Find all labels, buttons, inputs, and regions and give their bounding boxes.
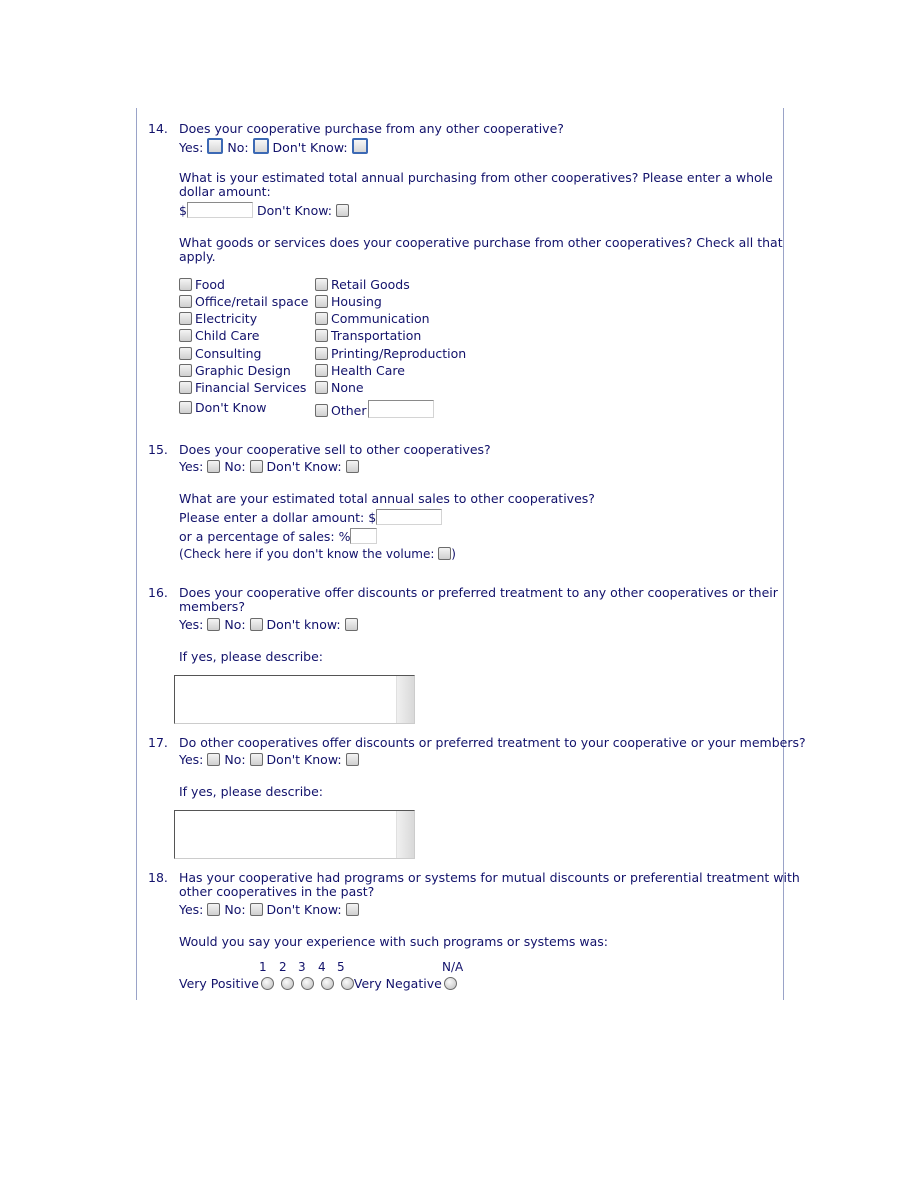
q14-amount-dontknow-checkbox[interactable] — [336, 204, 349, 217]
q17-dontknow-label: Don't Know: — [266, 752, 342, 767]
option-label: Consulting — [195, 346, 262, 361]
q15-volume-checkbox[interactable] — [438, 547, 451, 560]
q18-no-label: No: — [224, 902, 246, 917]
q14-sub1-line1: What is your estimated total annual purchasing from other cooperatives? Please enter a whole — [179, 170, 773, 185]
q14-option-retail[interactable] — [315, 277, 410, 292]
q15-percent-input[interactable] — [350, 528, 377, 544]
checkbox[interactable] — [179, 278, 192, 291]
q14-option-other[interactable] — [315, 400, 434, 418]
q14-dontknow-checkbox[interactable] — [352, 138, 368, 154]
q18-scale-2: 2 — [279, 960, 287, 974]
q15-no-label: No: — [224, 459, 246, 474]
q17-describe-label: If yes, please describe: — [179, 784, 324, 799]
option-label: Retail Goods — [331, 277, 410, 292]
q14-dontknow-label: Don't Know: — [272, 140, 348, 155]
q18-dontknow-label: Don't Know: — [266, 902, 342, 917]
option-label: Communication — [331, 311, 430, 326]
q14-option-healthcare[interactable] — [315, 363, 405, 378]
q16-no-label: No: — [224, 617, 246, 632]
option-label: Office/retail space — [195, 294, 309, 309]
q18-radio-4[interactable] — [321, 977, 334, 990]
checkbox[interactable] — [315, 278, 328, 291]
q14-amount-dontknow-label: Don't Know: — [256, 203, 332, 218]
checkbox[interactable] — [315, 329, 328, 342]
q18-radio-5[interactable] — [341, 977, 354, 990]
q14-option-none[interactable] — [315, 380, 364, 395]
checkbox[interactable] — [315, 381, 328, 394]
q17-yes-label: Yes: — [179, 752, 204, 767]
q15-no-checkbox[interactable] — [250, 460, 263, 473]
checkbox[interactable] — [179, 329, 192, 342]
q14-option-consulting[interactable] — [179, 346, 261, 361]
q15-question: Does your cooperative sell to other cooperatives? — [179, 442, 491, 457]
q14-option-food[interactable] — [179, 277, 225, 292]
q14-sub1-line2: dollar amount: — [179, 184, 271, 199]
q14-option-communication[interactable] — [315, 311, 430, 326]
option-label: Other — [331, 403, 367, 418]
q17-textarea-scrollbar[interactable] — [396, 811, 414, 858]
checkbox[interactable] — [179, 312, 192, 325]
q18-dontknow-checkbox[interactable] — [346, 903, 359, 916]
option-label: Printing/Reproduction — [331, 346, 467, 361]
q18-answer-row — [179, 902, 359, 917]
q18-number: 18. — [148, 870, 168, 885]
q15-dollar-row — [179, 509, 442, 525]
q14-no-label: No: — [227, 140, 249, 155]
option-label: None — [331, 380, 364, 395]
q14-answer-row — [179, 138, 368, 155]
q14-number: 14. — [148, 121, 168, 136]
q15-percent-row — [179, 528, 377, 544]
q16-yes-checkbox[interactable] — [207, 618, 220, 631]
q17-question: Do other cooperatives offer discounts or preferred treatment to your cooperative or your members? — [179, 735, 806, 750]
q17-answer-row — [179, 752, 359, 767]
q14-option-financial[interactable] — [179, 380, 306, 395]
checkbox[interactable] — [179, 347, 192, 360]
q18-radio-3[interactable] — [301, 977, 314, 990]
q15-percent-label: or a percentage of sales: % — [179, 529, 351, 544]
q16-dontknow-label: Don't know: — [266, 617, 341, 632]
q16-describe-label: If yes, please describe: — [179, 649, 324, 664]
q17-yes-checkbox[interactable] — [207, 753, 220, 766]
checkbox[interactable] — [179, 364, 192, 377]
option-label: Electricity — [195, 311, 258, 326]
q16-yes-label: Yes: — [179, 617, 204, 632]
q18-na-label: N/A — [442, 960, 464, 974]
q14-yes-label: Yes: — [179, 140, 204, 155]
q14-sub2-line1: What goods or services does your cooperative purchase from other cooperatives? Check all that — [179, 235, 783, 250]
option-label: Graphic Design — [195, 363, 291, 378]
q16-number: 16. — [148, 585, 168, 600]
q14-yes-checkbox[interactable] — [207, 138, 223, 154]
q14-option-housing[interactable] — [315, 294, 382, 309]
q15-dontknow-checkbox[interactable] — [346, 460, 359, 473]
q15-dollar-label: Please enter a dollar amount: $ — [179, 510, 377, 525]
q14-dollar-label: $ — [179, 203, 187, 218]
checkbox[interactable] — [179, 401, 192, 414]
option-label: Don't Know — [195, 400, 267, 415]
q14-option-office[interactable] — [179, 294, 308, 309]
q15-dollar-input[interactable] — [376, 509, 442, 525]
q17-no-label: No: — [224, 752, 246, 767]
q15-dontknow-label: Don't Know: — [266, 459, 342, 474]
q18-radio-1[interactable] — [261, 977, 274, 990]
q14-option-electricity[interactable] — [179, 311, 257, 326]
q18-scale-4: 4 — [318, 960, 326, 974]
q18-positive-label: Very Positive — [179, 976, 259, 991]
q18-scale-5: 5 — [337, 960, 345, 974]
q14-option-printing[interactable] — [315, 346, 466, 361]
q14-sub2-line2: apply. — [179, 249, 216, 264]
option-label: Transportation — [331, 328, 422, 343]
q14-option-graphic[interactable] — [179, 363, 291, 378]
q14-option-dontknow[interactable] — [179, 400, 267, 415]
q14-amount-input[interactable] — [187, 202, 253, 218]
checkbox[interactable] — [179, 295, 192, 308]
q18-negative-label: Very Negative — [353, 976, 442, 991]
q15-number: 15. — [148, 442, 168, 457]
q15-sub1: What are your estimated total annual sales to other cooperatives? — [179, 491, 595, 506]
q14-option-transportation[interactable] — [315, 328, 421, 343]
option-label: Housing — [331, 294, 382, 309]
q16-question-line2: members? — [179, 599, 245, 614]
q18-question-line1: Has your cooperative had programs or systems for mutual discounts or preferential treatment with — [179, 870, 800, 885]
q14-question: Does your cooperative purchase from any other cooperative? — [179, 121, 564, 136]
q15-yes-label: Yes: — [179, 459, 204, 474]
q14-option-childcare[interactable] — [179, 328, 259, 343]
q18-radio-na[interactable] — [444, 977, 457, 990]
q18-scale-3: 3 — [298, 960, 306, 974]
q16-textarea-scrollbar[interactable] — [396, 676, 414, 723]
q18-na-radio-wrap — [444, 976, 457, 991]
q15-close-paren: ) — [451, 547, 456, 561]
option-label: Food — [195, 277, 225, 292]
checkbox[interactable] — [315, 347, 328, 360]
q18-question-line2: other cooperatives in the past? — [179, 884, 375, 899]
q15-volume-row — [179, 547, 456, 562]
q17-describe-textarea[interactable] — [174, 810, 415, 859]
checkbox[interactable] — [315, 312, 328, 325]
q16-describe-textarea[interactable] — [174, 675, 415, 724]
q17-dontknow-checkbox[interactable] — [346, 753, 359, 766]
q18-radio-2[interactable] — [281, 977, 294, 990]
q15-volume-label: (Check here if you don't know the volume: — [179, 547, 435, 561]
q15-answer-row — [179, 459, 359, 474]
q18-no-checkbox[interactable] — [250, 903, 263, 916]
q14-other-input[interactable] — [368, 400, 434, 418]
q17-no-checkbox[interactable] — [250, 753, 263, 766]
checkbox[interactable] — [315, 404, 328, 417]
q16-no-checkbox[interactable] — [250, 618, 263, 631]
option-label: Health Care — [331, 363, 405, 378]
checkbox[interactable] — [179, 381, 192, 394]
q17-number: 17. — [148, 735, 168, 750]
q15-yes-checkbox[interactable] — [207, 460, 220, 473]
q18-yes-checkbox[interactable] — [207, 903, 220, 916]
q14-amount-row — [179, 202, 349, 218]
q16-question-line1: Does your cooperative offer discounts or preferred treatment to any other cooperatives or their — [179, 585, 778, 600]
q18-sub: Would you say your experience with such programs or systems was: — [179, 934, 608, 949]
checkbox[interactable] — [315, 295, 328, 308]
q18-scale-1: 1 — [259, 960, 267, 974]
option-label: Child Care — [195, 328, 260, 343]
q18-rating-row — [179, 976, 442, 991]
q16-dontknow-checkbox[interactable] — [345, 618, 358, 631]
q14-no-checkbox[interactable] — [253, 138, 269, 154]
option-label: Financial Services — [195, 380, 307, 395]
q18-yes-label: Yes: — [179, 902, 204, 917]
checkbox[interactable] — [315, 364, 328, 377]
q16-answer-row — [179, 617, 358, 632]
